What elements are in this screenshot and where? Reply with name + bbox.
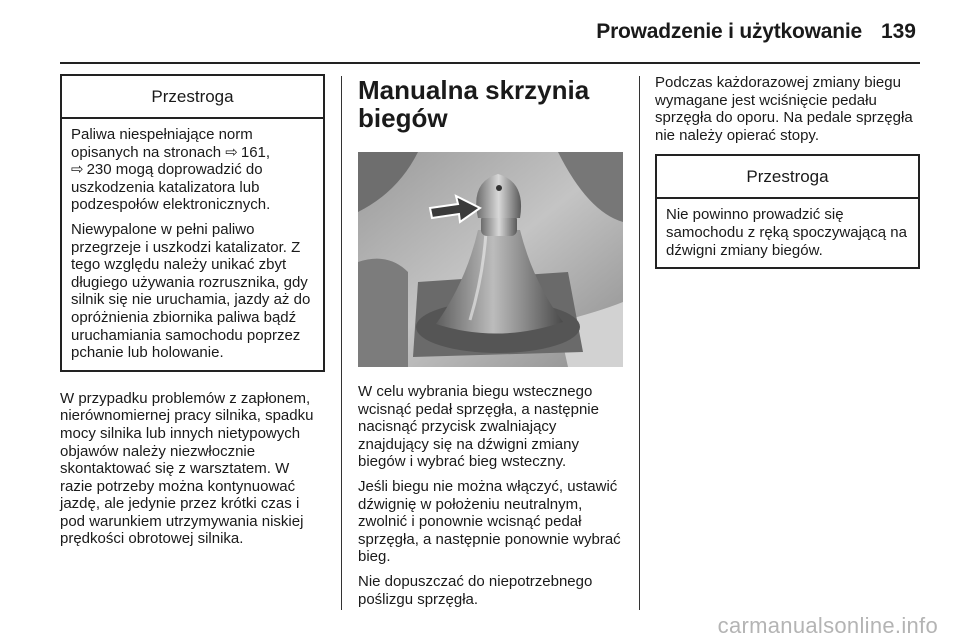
body-paragraph: Nie dopuszczać do niepotrzebnego poślizgu sprzęgła. [358,572,593,608]
caution-body [62,119,323,370]
body-paragraph: W celu wybrania biegu wstecznego wcisnąć pedał sprzęgła, a następnie nacisnąć przycisk zwalniający znajdujący się na dźwigni zmiany biegów i wybrać bieg wsteczny. [358,383,599,471]
caution-text: Paliwa niespełniające norm opisanych na stronach [71,126,253,161]
knob-emblem [496,185,502,191]
body-paragraph: W przypadku problemów z zapłonem, nierównomiernej pracy silnika, spadku mocy silnika lub innych nietypowych objawów należy niezwłocznie skontaktować się z warsztatem. W razie potrzeby można kontynuować jazdę, ale jedynie przez krótki czas i pod warunkiem utrzymywania niskiej prędkości obrotowej silnika. [60,389,314,548]
body-paragraph: Jeśli biegu nie można włączyć, ustawić dźwignię w położeniu neutralnym, zwolnić i ponownie wcisnąć pedał sprzęgła, a następnie ponownie wybrać bieg. [358,477,621,566]
column-divider [639,76,640,610]
column-right [655,74,920,287]
page-header-title: Prowadzenie i użytkowanie [596,20,862,43]
watermark: carmanualsonline.info [717,613,938,638]
caution-body [657,199,918,267]
caution-paragraph: Nie powinno prowadzić się samochodu z ręką spoczywającą na dźwigni zmiany biegów. [666,206,907,259]
column-divider [341,76,342,610]
caution-paragraph: Niewypalone w pełni paliwo przegrzeje i uszkodzi katalizator. Z tego względu należy unikać zbyt długiego używania rozrusznika, gdy silnik się nie uruchamia, jazdy aż do opróżnienia zbiornika paliwa bądź uruchamiania samochodu poprzez pchanie lub holowanie. [71,220,311,362]
body-paragraph: Podczas każdorazowej zmiany biegu wymagane jest wciśnięcie pedału sprzęgła do oporu. Na pedale sprzęgła nie należy opierać stopy. [655,74,913,144]
column-left [60,74,325,555]
caution-heading: Przestroga [62,76,323,119]
section-title: Manualna skrzynia biegów [358,75,590,133]
caution-box [655,154,920,269]
column-middle [358,74,623,615]
page-reference-icon: ⇨ [71,161,84,179]
console-left-panel [358,259,408,367]
page-reference-link[interactable]: 161, [240,143,271,161]
caution-heading: Przestroga [657,156,918,199]
page-reference-link[interactable]: 230 mogą doprowadzić do uszkodzenia katalizatora lub podzespołów elektronicznych. [71,161,271,214]
gear-shift-illustration [358,152,623,367]
caution-paragraph [71,126,315,214]
page-number: 139 [880,20,916,43]
header-divider [60,62,920,64]
caution-box [60,74,325,372]
page-reference-icon: ⇨ [225,143,238,161]
